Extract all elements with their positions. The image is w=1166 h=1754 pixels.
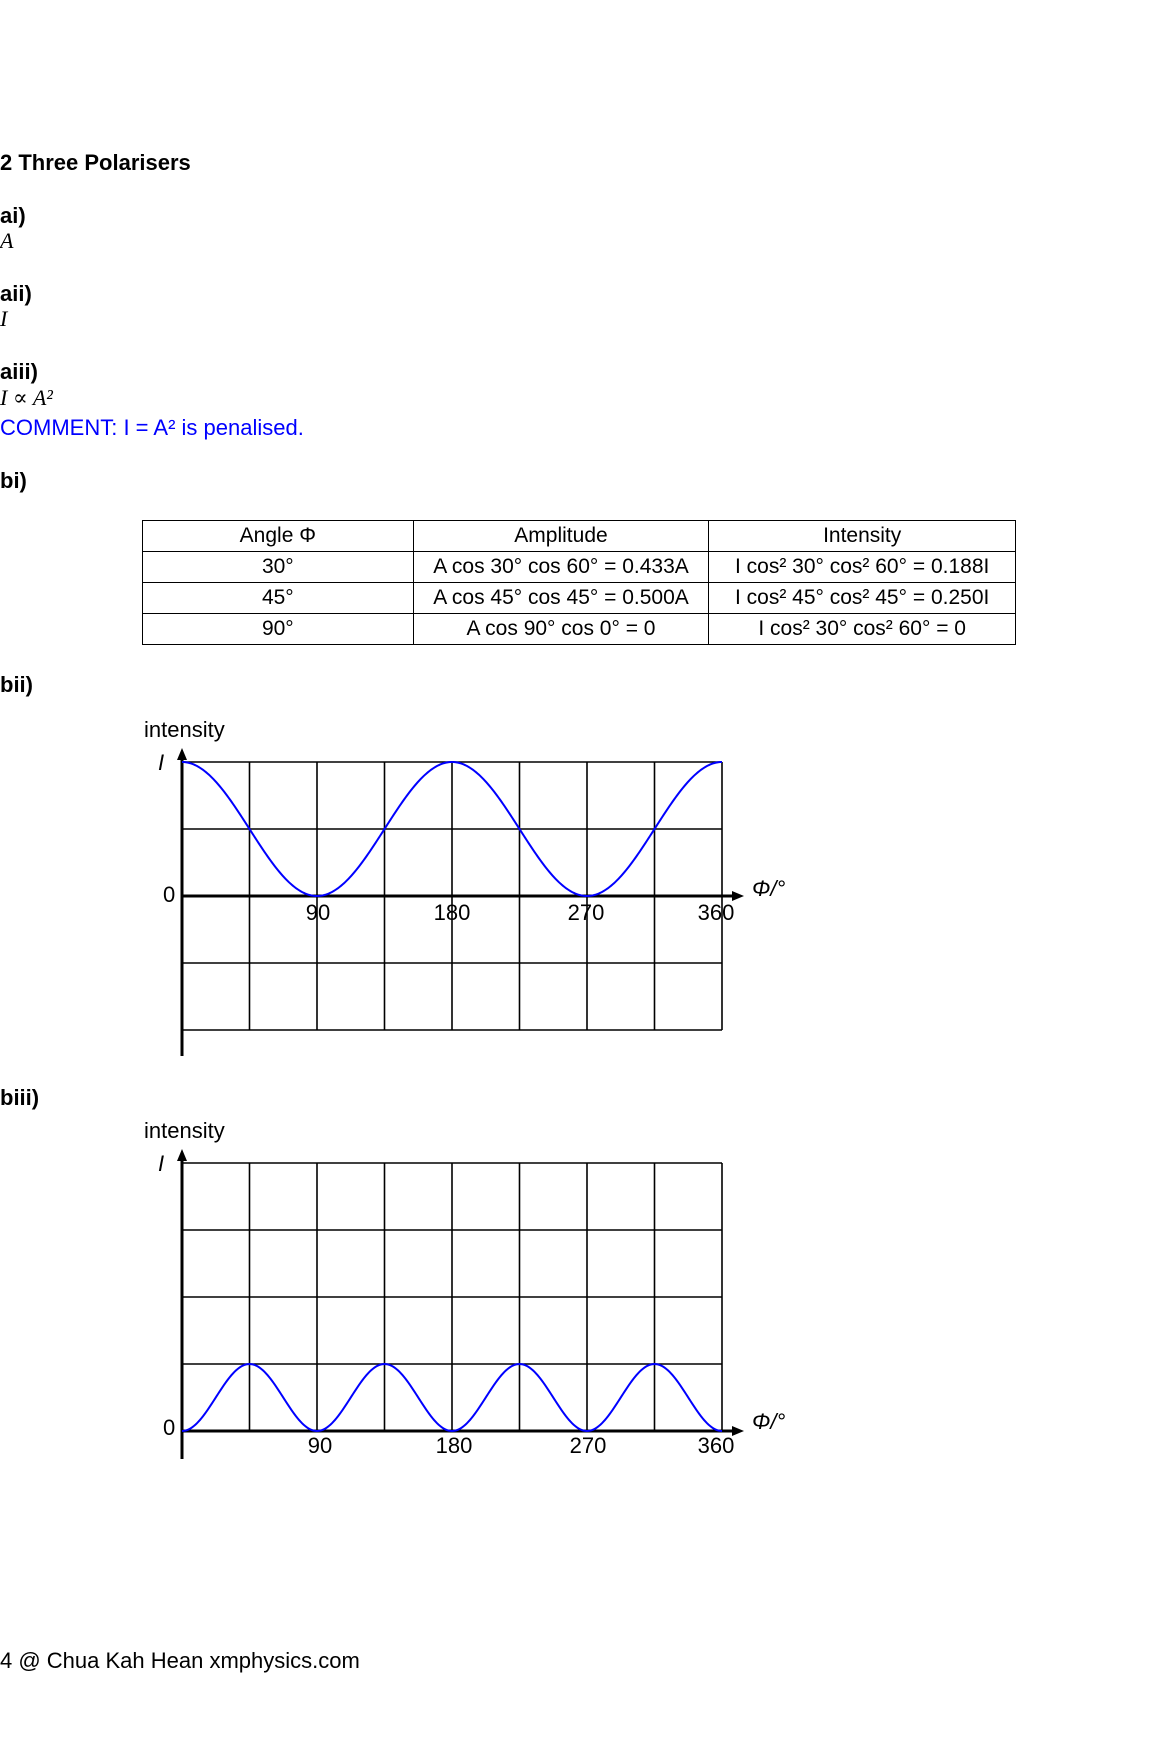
- table-cell: A cos 30° cos 60° = 0.433A: [413, 552, 709, 583]
- y-axis-title: intensity: [144, 717, 225, 742]
- x-tick-label: 360: [697, 900, 735, 925]
- table-cell: 90°: [143, 614, 414, 645]
- graph-bii: [0, 700, 820, 1060]
- table-cell: 45°: [143, 583, 414, 614]
- part-aii-label: aii): [0, 281, 32, 306]
- part-ai-answer: A: [0, 228, 14, 253]
- y-axis-top-label: I: [158, 1151, 165, 1176]
- x-tick-label: 270: [569, 1433, 607, 1458]
- table-header: Angle Φ: [143, 521, 414, 552]
- x-tick-label: 270: [567, 900, 605, 925]
- y-axis-zero-label: 0: [163, 882, 176, 907]
- table-row: [143, 583, 1016, 614]
- y-axis-arrow: [177, 748, 187, 760]
- part-biii-label: biii): [0, 1085, 40, 1110]
- table-cell: I cos² 30° cos² 60° = 0.188I: [709, 552, 1016, 583]
- x-tick-label: 180: [435, 1433, 473, 1458]
- x-axis-title: Φ/°: [752, 876, 786, 901]
- part-bii-label: bii): [0, 672, 33, 697]
- section-title: 2 Three Polarisers: [0, 150, 191, 175]
- x-tick-label: 360: [697, 1433, 735, 1458]
- graph-biii: [0, 1101, 820, 1461]
- grid: [177, 1149, 744, 1459]
- table-cell: I cos² 30° cos² 60° = 0: [709, 614, 1016, 645]
- table-cell: I cos² 45° cos² 45° = 0.250I: [709, 583, 1016, 614]
- table-header: Intensity: [709, 521, 1016, 552]
- table-header: Amplitude: [413, 521, 709, 552]
- y-axis-arrow: [177, 1149, 187, 1161]
- part-aiii-answer: I ∝ A²: [0, 385, 53, 410]
- table-cell: A cos 45° cos 45° = 0.500A: [413, 583, 709, 614]
- part-bi-label: bi): [0, 468, 27, 493]
- y-axis-title: intensity: [144, 1118, 225, 1143]
- part-aii-answer: I: [0, 306, 8, 331]
- part-ai-label: ai): [0, 203, 26, 228]
- angle-table: [142, 520, 1016, 645]
- part-aiii-label: aiii): [0, 359, 38, 384]
- x-tick-label: 180: [433, 900, 471, 925]
- y-axis-zero-label: 0: [163, 1415, 176, 1440]
- x-axis-title: Φ/°: [752, 1409, 786, 1434]
- table-cell: 30°: [143, 552, 414, 583]
- table-header-row: [143, 521, 1016, 552]
- table-cell: A cos 90° cos 0° = 0: [413, 614, 709, 645]
- table-row: [143, 552, 1016, 583]
- part-aiii-comment: COMMENT: I = A² is penalised.: [0, 415, 304, 440]
- x-tick-label: 90: [305, 900, 331, 925]
- page-footer: 4 @ Chua Kah Hean xmphysics.com: [0, 1648, 360, 1673]
- table-row: [143, 614, 1016, 645]
- y-axis-top-label: I: [158, 750, 165, 775]
- x-tick-label: 90: [307, 1433, 333, 1458]
